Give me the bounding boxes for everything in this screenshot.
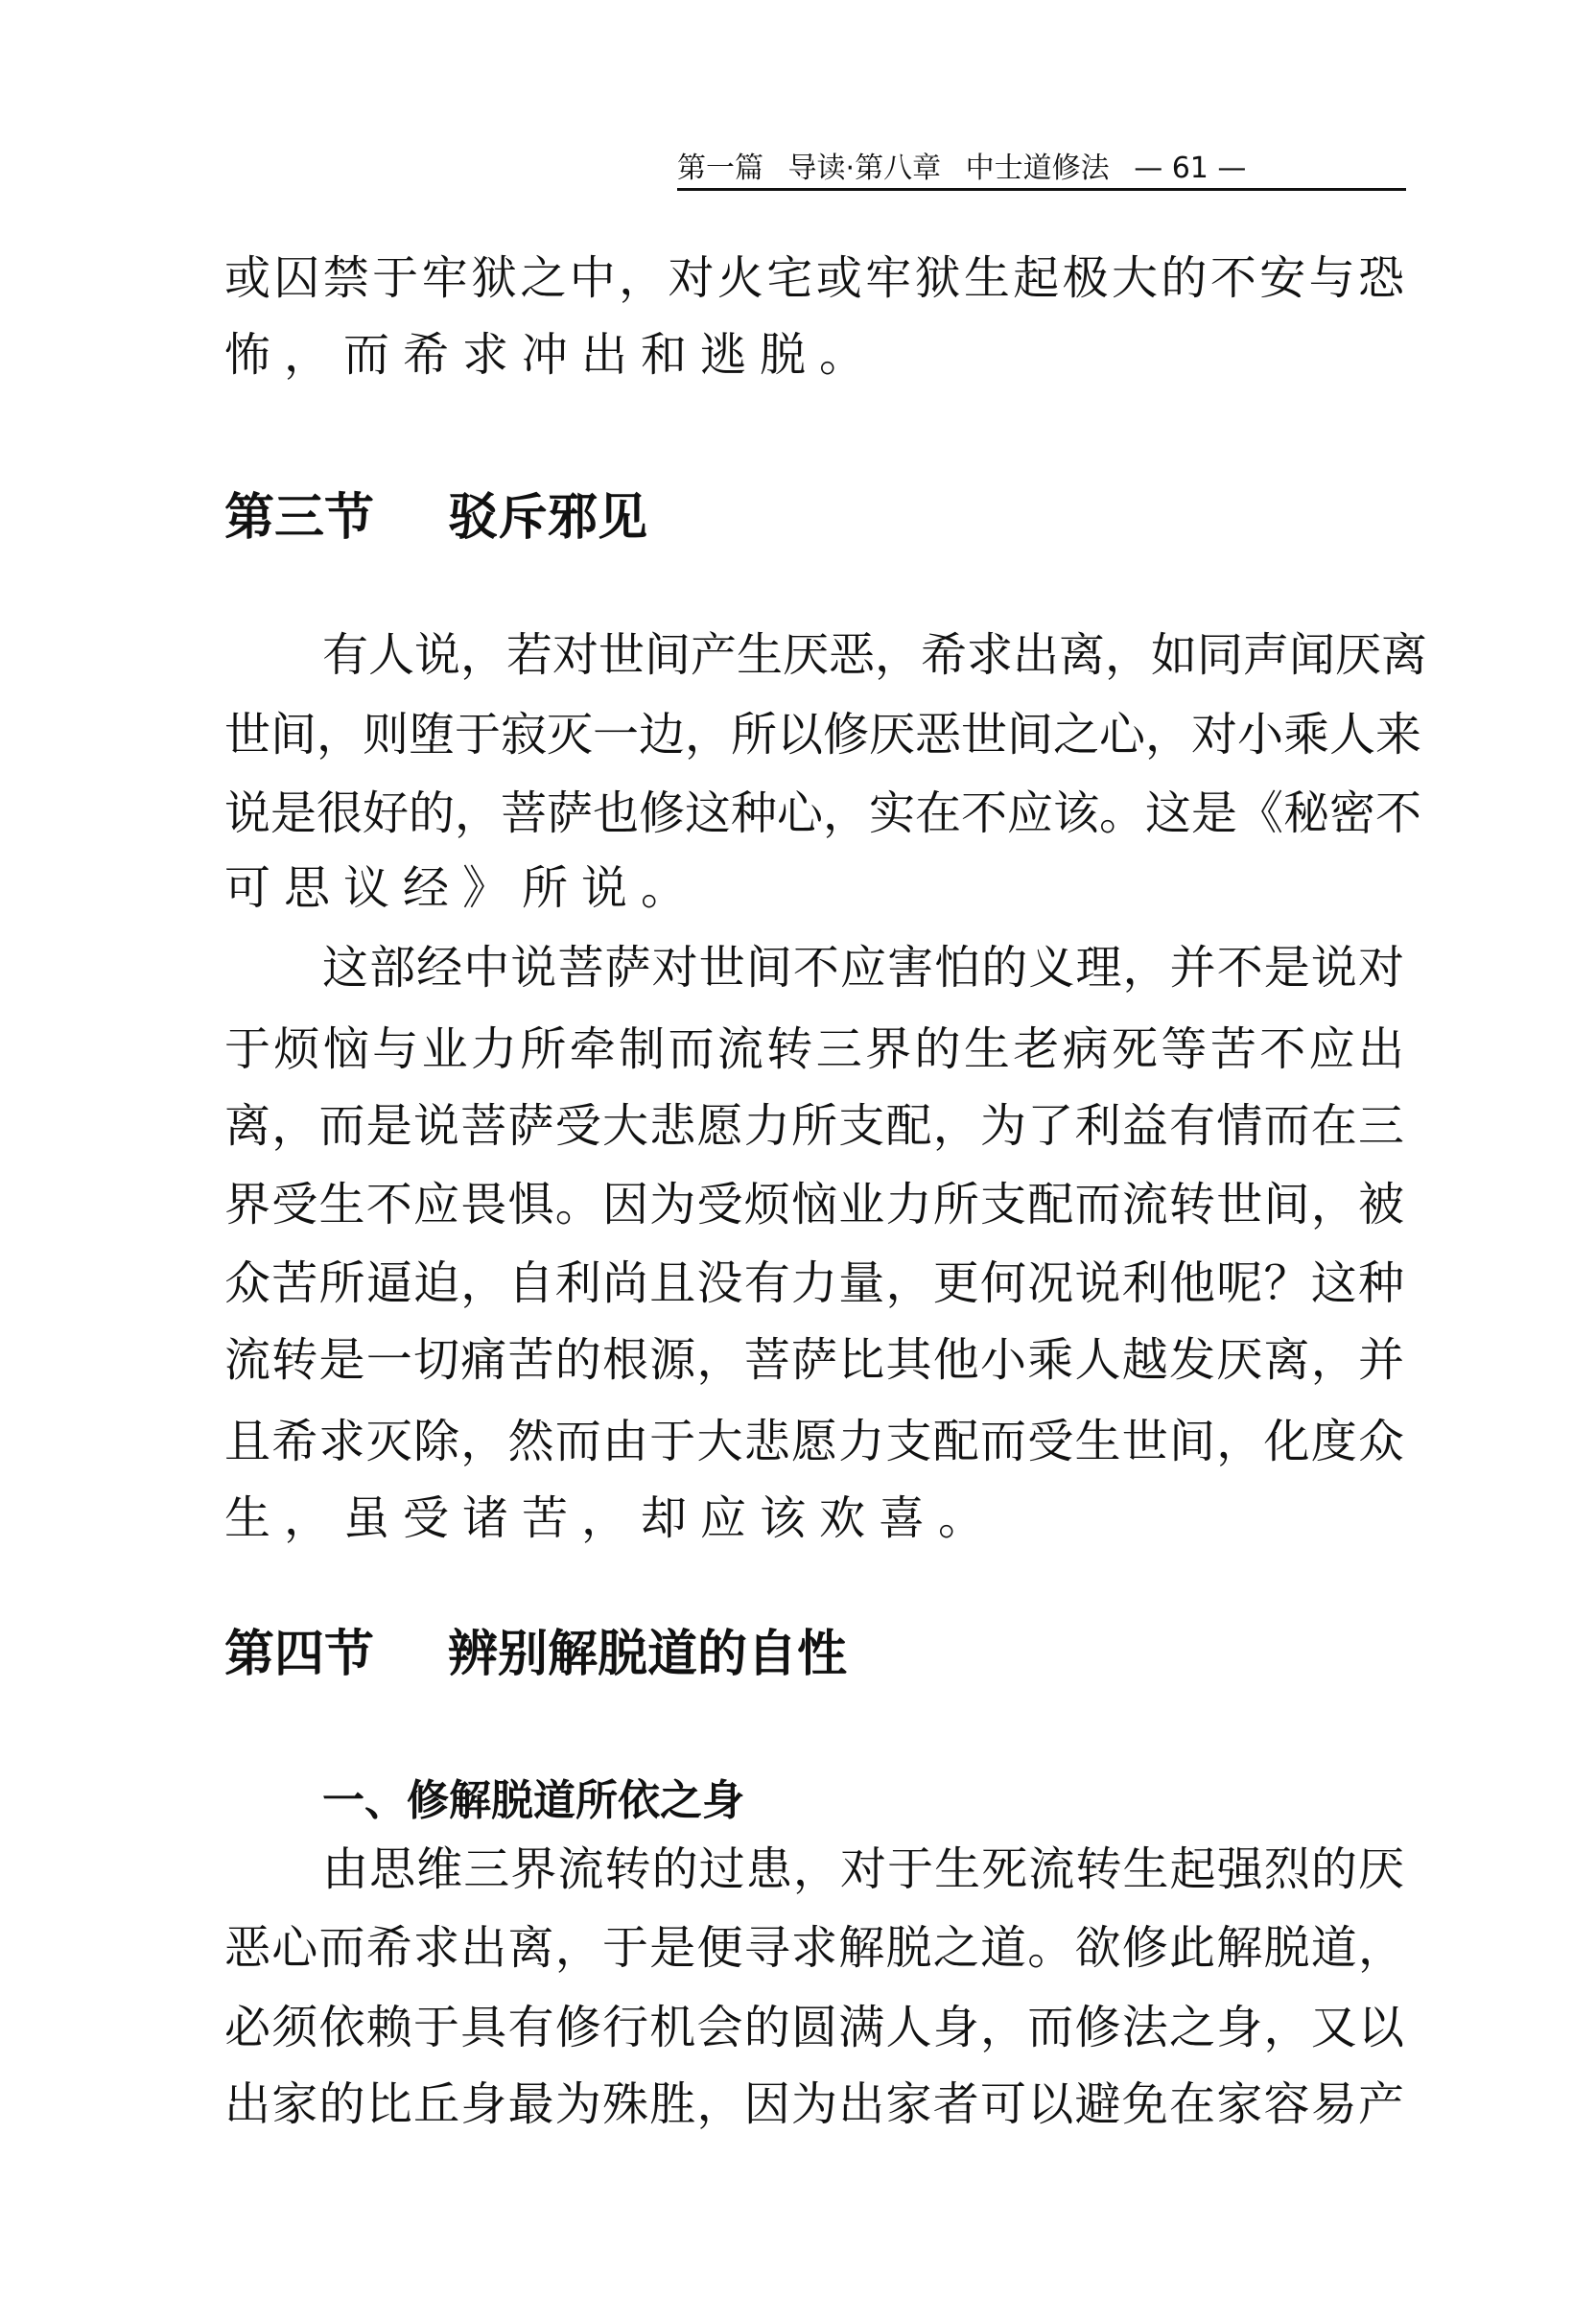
- text-line: 生，虽受诸苦，却应该欢喜。: [224, 1491, 998, 1545]
- header-title: 中士道修法: [965, 152, 1110, 185]
- section-number: 第三节: [224, 489, 375, 547]
- text-line: 界受生不应畏惧。因为受烦恼业力所支配而流转世间，被: [224, 1178, 1404, 1231]
- section-title: 驳斥邪见: [448, 489, 648, 547]
- text-line: 必须依赖于具有修行机会的圆满人身，而修法之身，又以: [224, 2001, 1404, 2054]
- header-rule: [677, 188, 1406, 191]
- text-line: 众苦所逼迫，自利尚且没有力量，更何况说利他呢？这种: [224, 1256, 1404, 1310]
- text-line: 流转是一切痛苦的根源，菩萨比其他小乘人越发厌离，并: [224, 1333, 1404, 1387]
- subsection-title: 一、修解脱道所依之身: [322, 1776, 744, 1825]
- text-line: 离，而是说菩萨受大悲愿力所支配，为了利益有情而在三: [224, 1099, 1404, 1153]
- text-line: 恶心而希求出离，于是便寻求解脱之道。欲修此解脱道，: [224, 1921, 1404, 1975]
- text-line: 怖，而希求冲出和逃脱。: [224, 328, 880, 382]
- text-line: 这部经中说菩萨对世间不应害怕的义理，并不是说对: [322, 941, 1404, 995]
- text-line: 且希求灭除，然而由于大悲愿力支配而受生世间，化度众: [224, 1415, 1404, 1468]
- text-line: 说是很好的，菩萨也修这种心，实在不应该。这是《秘密不: [224, 786, 1422, 840]
- header-part: 第一篇: [677, 152, 763, 185]
- text-line: 于烦恼与业力所牵制而流转三界的生老病死等苦不应出: [224, 1022, 1404, 1076]
- text-line: 世间，则堕于寂灭一边，所以修厌恶世间之心，对小乘人来: [224, 708, 1422, 762]
- page-number: — 61 —: [1134, 152, 1247, 185]
- text-line: 可思议经》所说。: [224, 861, 701, 915]
- text-line: 有人说，若对世间产生厌恶，希求出离，如同声闻厌离: [322, 628, 1428, 682]
- text-line: 由思维三界流转的过患，对于生死流转生起强烈的厌: [322, 1842, 1404, 1896]
- section-number: 第四节: [224, 1626, 375, 1683]
- text-line: 或囚禁于牢狱之中，对火宅或牢狱生起极大的不安与恐: [224, 251, 1404, 305]
- section-title: 辨别解脱道的自性: [448, 1626, 848, 1683]
- running-header: [677, 144, 1406, 186]
- header-chapter: 导读·第八章: [787, 152, 942, 185]
- text-line: 出家的比丘身最为殊胜，因为出家者可以避免在家容易产: [224, 2077, 1404, 2131]
